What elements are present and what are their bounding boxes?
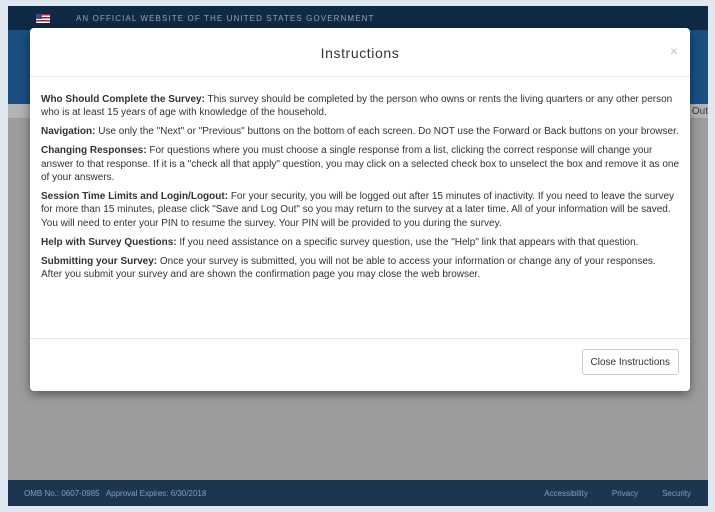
gov-banner: [8, 6, 708, 30]
us-flag-icon: [36, 14, 50, 23]
save-and-logout-link[interactable]: Out: [691, 106, 708, 117]
instructions-modal: [30, 28, 690, 391]
instruction-who-should-complete: [41, 93, 679, 120]
omb-approval-text: OMB No.: 0607-0985 Approval Expires: 6/30/2018: [24, 488, 207, 498]
modal-footer: [30, 338, 690, 391]
instruction-text: If you need assistance on a specific survey question, use the "Help" link that appears with that question.: [179, 236, 639, 248]
modal-body: [30, 77, 690, 281]
modal-title: Instructions: [320, 45, 400, 61]
footer-link-security[interactable]: Security: [662, 488, 691, 498]
instruction-text: For your security, you will be logged out after 15 minutes of inactivity. If you need to leave the survey for more than 15 minutes, please click "Save and Log Out" so you may return to the survey at a later time. All of your information will be saved. You will need to enter your PIN to resume the survey. Your PIN will be provided to you during the survey.: [41, 190, 675, 229]
instruction-heading: Changing Responses:: [41, 145, 147, 157]
footer: [8, 480, 708, 506]
instruction-text: For questions where you must choose a single response from a list, clicking the correct response will change your answer to that response. If it is a "check all that apply" question, you may click on a selected check box to unselect the box and remove it as one of your answers.: [41, 145, 680, 184]
close-icon[interactable]: ×: [669, 43, 678, 59]
instruction-heading: Submitting your Survey:: [41, 255, 158, 267]
instruction-text: Once your survey is submitted, you will not be able to access your information or change any of your responses. After you submit your survey and are shown the confirmation page you may close the web browser.: [41, 255, 656, 280]
instruction-heading: Who Should Complete the Survey:: [41, 94, 205, 105]
instruction-session-limits: [41, 190, 679, 230]
close-instructions-button[interactable]: Close Instructions: [582, 349, 679, 375]
instruction-heading: Session Time Limits and Login/Logout:: [41, 190, 229, 202]
instruction-changing-responses: [41, 144, 679, 184]
instruction-navigation: [41, 125, 679, 138]
footer-links: [544, 489, 691, 498]
instruction-heading: Navigation:: [41, 126, 96, 138]
instruction-text: Use only the "Next" or "Previous" buttons on the bottom of each screen. Do NOT use the Forward or Back buttons on your browser.: [98, 126, 679, 138]
footer-link-privacy[interactable]: Privacy: [611, 488, 639, 498]
instruction-submitting: [41, 255, 679, 282]
instruction-help: [41, 236, 679, 249]
modal-header: [30, 28, 690, 77]
instruction-text: This survey should be completed by the person who owns or rents the living quarters or any other person who is at least 15 years of age with knowledge of the household.: [41, 94, 673, 119]
instruction-heading: Help with Survey Questions:: [41, 236, 177, 248]
footer-link-accessibility[interactable]: Accessibility: [544, 488, 588, 498]
gov-banner-text: AN OFFICIAL WEBSITE OF THE UNITED STATES GOVERNMENT: [76, 13, 375, 23]
